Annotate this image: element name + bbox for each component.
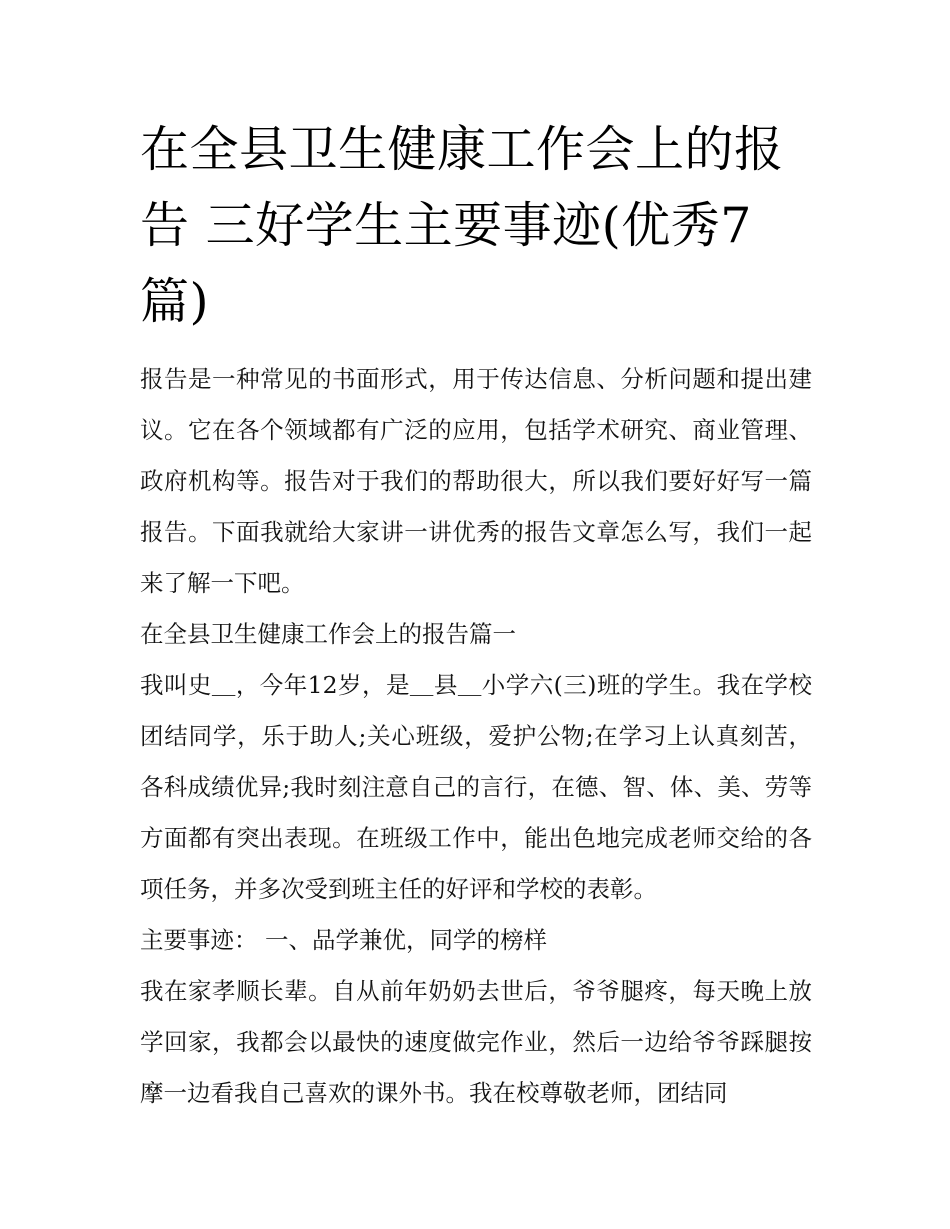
body-paragraph: 我叫史＿，今年12岁，是＿县＿小学六(三)班的学生。我在学校团结同学，乐于助人;关心班级，爱护公物;在学习上认真刻苦，各科成绩优异;我时刻注意自己的言行，在德、智、体、美、劳等方面都有突出表现。在班级工作中，能出色地完成老师交给的各项任务，并多次受到班主任的好评和学校的表彰。 bbox=[140, 671, 812, 903]
body-paragraph: 我在家孝顺长辈。自从前年奶奶去世后，爷爷腿疼，每天晚上放学回家，我都会以最快的速度做完作业，然后一边给爷爷踩腿按摩一边看我自己喜欢的课外书。我在校尊敬老师，团结同 bbox=[140, 977, 812, 1107]
section-heading: 在全县卫生健康工作会上的报告篇一 bbox=[140, 620, 516, 648]
document-title bbox=[140, 112, 812, 340]
document-body bbox=[140, 354, 812, 1119]
subsection-heading: 主要事迹： 一、品学兼优，同学的榜样 bbox=[140, 926, 547, 954]
document-title-text: 在全县卫生健康工作会上的报告 三好学生主要事迹(优秀7篇) bbox=[140, 121, 784, 330]
document-page bbox=[140, 112, 812, 1119]
intro-paragraph: 报告是一种常见的书面形式，用于传达信息、分析问题和提出建议。它在各个领域都有广泛的应用，包括学术研究、商业管理、政府机构等。报告对于我们的帮助很大，所以我们要好好写一篇报告。下面我就给大家讲一讲优秀的报告文章怎么写，我们一起来了解一下吧。 bbox=[140, 365, 812, 597]
